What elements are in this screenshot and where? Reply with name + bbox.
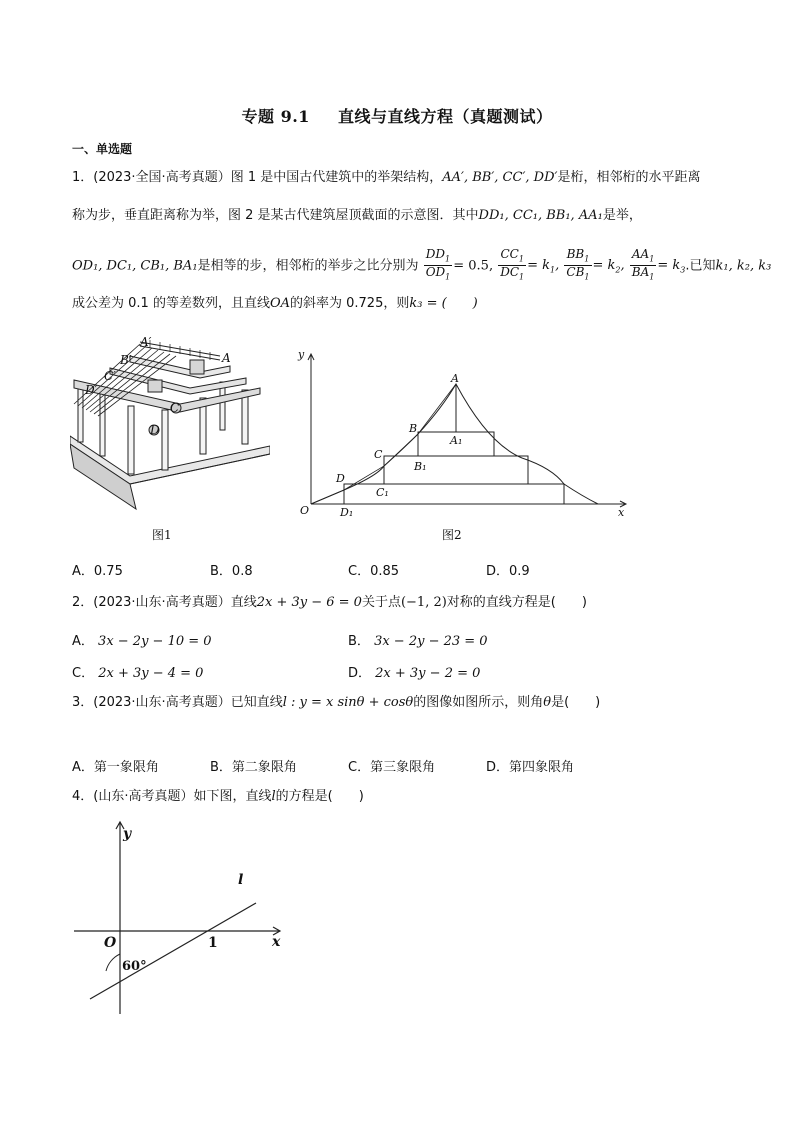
q2-option-a[interactable]: A． 3x − 2y − 10 = 0	[72, 634, 212, 649]
q2-option-b[interactable]: B． 3x − 2y − 23 = 0	[348, 634, 488, 649]
q2-option-d[interactable]: D． 2x + 3y − 2 = 0	[348, 666, 481, 681]
figure-1-building	[70, 334, 270, 520]
fig1-label-a: A	[222, 351, 231, 365]
topic-number: 专题 9.1	[241, 107, 310, 126]
ratio-d: $\frac{DD_1}{OD_1}$	[425, 247, 451, 282]
fig1-label-d: D	[150, 423, 160, 437]
topic-name: 直线与直线方程（真题测试）	[337, 107, 553, 126]
q4-label-x: x	[272, 934, 281, 950]
fig1-label-c: C	[170, 401, 180, 415]
q1-option-d[interactable]: D．0.9	[486, 564, 530, 579]
fig2-label-d: D	[336, 472, 345, 485]
q4-figure	[70, 814, 290, 1020]
q3-stem: 3．(2023·山东·高考真题）已知直线l : y = x sinθ + cosθ的图像如图所示，则角θ是( )	[72, 695, 601, 710]
fig1-label-d-prime: D′	[85, 383, 98, 397]
q1-option-a[interactable]: A．0.75	[72, 564, 123, 579]
q4-label-y: y	[123, 826, 132, 842]
q1-line4: 成公差为 0.1 的等差数列，且直线OA的斜率为 0.725，则k₃ = ( )	[72, 296, 478, 311]
fig1-label-b-prime: B′	[120, 353, 132, 367]
page-title	[0, 104, 794, 127]
fig1-label-a-prime: A′	[140, 335, 152, 349]
q1-option-c[interactable]: C．0.85	[348, 564, 400, 579]
figure-2-caption: 图2	[442, 528, 462, 542]
q1-option-b[interactable]: B．0.8	[210, 564, 253, 579]
figure-1-caption: 图1	[152, 528, 172, 542]
fig2-label-c1: C₁	[376, 486, 389, 499]
q3-option-d[interactable]: D．第四象限角	[486, 760, 575, 775]
q4-label-l: l	[238, 872, 244, 888]
fig2-label-d1: D₁	[340, 506, 354, 519]
q1-line1: 1．(2023·全国·高考真题）图 1 是中国古代建筑中的举架结构，AA′, BB′, CC′, DD′是桁，相邻桁的水平距离	[72, 170, 701, 185]
section-heading: 一、单选题	[72, 142, 133, 156]
q4-label-one: 1	[208, 935, 218, 951]
fig2-label-x: x	[618, 506, 625, 519]
ratio-c: $\frac{CC_1}{DC_1}$	[500, 247, 525, 282]
q3-option-a[interactable]: A．第一象限角	[72, 760, 159, 775]
fig2-label-b: B	[409, 422, 418, 435]
q4-line-l	[90, 903, 256, 999]
fig2-label-a1: A₁	[450, 434, 463, 447]
ratio-b: $\frac{BB_1}{CB_1}$	[566, 247, 590, 282]
fig2-label-y: y	[298, 348, 305, 361]
q4-stem: 4．(山东·高考真题）如下图，直线l的方程是( )	[72, 789, 364, 804]
q2-stem: 2．(2023·山东·高考真题）直线2x + 3y − 6 = 0关于点(−1, 2)对称的直线方程是( )	[72, 595, 587, 610]
q4-label-o: O	[104, 935, 117, 951]
ratio-a: $\frac{AA_1}{BA_1}$	[631, 247, 655, 282]
figure-2-roof-section	[292, 344, 638, 522]
q3-option-c[interactable]: C．第三象限角	[348, 760, 436, 775]
fig2-label-c: C	[374, 448, 383, 461]
fig2-label-b1: B₁	[414, 460, 427, 473]
q2-option-c[interactable]: C． 2x + 3y − 4 = 0	[72, 666, 204, 681]
q4-label-angle: 60°	[122, 959, 147, 974]
fig2-label-o: O	[300, 504, 310, 517]
fig2-label-a: A	[451, 372, 459, 385]
q1-line2: 称为步，垂直距离称为举，图 2 是某古代建筑屋顶截面的示意图．其中DD₁, CC₁, BB₁, AA₁是举，	[72, 208, 642, 223]
q1-line3: OD₁, DC₁, CB₁, BA₁是相等的步，相邻桁的举步之比分别为 $\frac{DD_1}{OD_1}$ = 0.5, $\frac{CC_1}{DC_1}$ = $k_1$, $\frac{BB_1}{CB_1}$ = $k_2$, $\frac{AA_1}{BA_1}$ = $k_3$.已知k₁, k₂, k₃	[72, 247, 772, 282]
fig1-label-c-prime: C′	[104, 369, 116, 383]
q3-option-b[interactable]: B．第二象限角	[210, 760, 297, 775]
